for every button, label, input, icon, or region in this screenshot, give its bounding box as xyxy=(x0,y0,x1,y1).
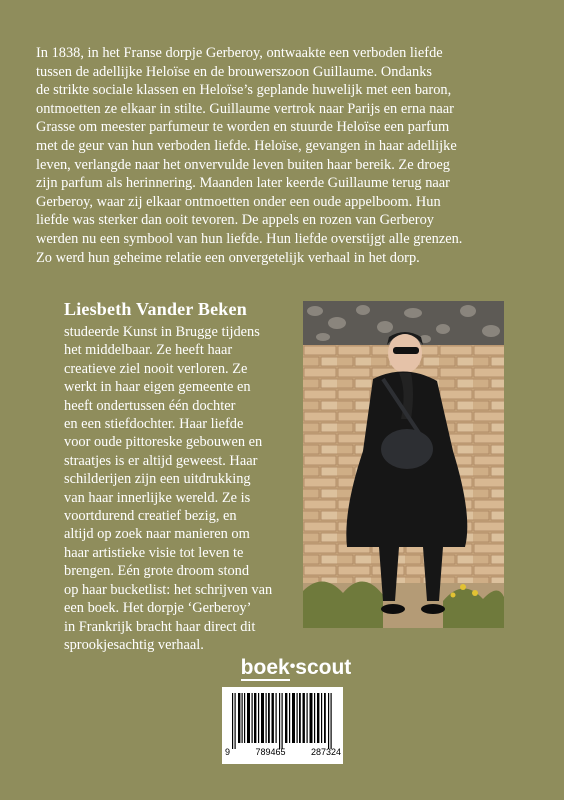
bio-line: werkt in haar eigen gemeente en xyxy=(64,379,251,396)
bio-line: schilderijen zijn een uitdrukking xyxy=(64,471,251,488)
bio-line: van haar innerlijke wereld. Ze is xyxy=(64,489,251,506)
barcode-digits-left: 789465 xyxy=(255,747,286,757)
bio-line: op haar bucketlist: het schrijven van xyxy=(64,581,273,598)
blurb-line: Zo werd hun geheime relatie een onvergetelijk verhaal in het dorp. xyxy=(36,249,420,266)
barcode-digits-right: 287324 xyxy=(310,747,341,757)
publisher-logo-part2: scout xyxy=(295,656,352,679)
author-photo-illustration xyxy=(303,301,504,628)
blurb-line: leven, verlangde naar het onvervulde leven buiten haar bereik. Ze droeg xyxy=(36,156,450,173)
publisher-logo-part1: boek xyxy=(240,656,290,679)
barcode-digit-prefix: 9 xyxy=(225,747,231,757)
bio-line: brengen. Eén grote droom stond xyxy=(64,563,250,580)
publisher-logo xyxy=(226,656,366,680)
back-cover-blurb xyxy=(36,44,540,267)
blurb-line: liefde was sterker dan ooit tevoren. De appels en rozen van Gerberoy xyxy=(36,212,434,229)
blurb-line: zijn parfum als herinnering. Maanden later keerde Guillaume terug naar xyxy=(36,175,450,192)
barcode-number xyxy=(225,747,341,757)
author-name: Liesbeth Vander Beken xyxy=(64,299,247,319)
bio-line: en een stiefdochter. Haar liefde xyxy=(64,416,244,433)
publisher-logo-dot: • xyxy=(289,658,296,675)
bio-line: heeft ondertussen één dochter xyxy=(64,397,236,414)
bio-line: creatieve ziel nooit verloren. Ze xyxy=(64,360,248,377)
bio-line: sprookjesachtig verhaal. xyxy=(64,636,204,653)
bio-line: een boek. Het dorpje ‘Gerberoy’ xyxy=(64,600,252,617)
blurb-line: Gerberoy, waar zij elkaar ontmoetten onder een oude appelboom. Hun xyxy=(36,193,441,210)
blurb-line: werden nu een symbool van hun liefde. Hun liefde overstijgt alle grenzen. xyxy=(36,230,463,247)
author-photo xyxy=(303,301,504,628)
blurb-line: ontmoetten ze elkaar in stilte. Guillaume vertrok naar Parijs en erna naar xyxy=(36,100,454,117)
blurb-line: met de geur van hun verboden liefde. Heloïse, gevangen in haar adellijke xyxy=(36,137,457,154)
bio-line: voor oude pittoreske gebouwen en xyxy=(64,434,263,451)
blurb-line: tussen de adellijke Heloïse en de brouwerszoon Guillaume. Ondanks xyxy=(36,63,433,80)
bio-line: haar artistieke visie tot leven te xyxy=(64,544,244,561)
barcode-bars xyxy=(230,693,335,749)
bio-line: altijd op zoek naar manieren om xyxy=(64,526,250,543)
author-bio xyxy=(64,323,292,654)
bio-line: studeerde Kunst in Brugge tijdens xyxy=(64,324,260,340)
blurb-line: de strikte sociale klassen en Heloïse’s geplande huwelijk met een baron, xyxy=(36,82,452,99)
isbn-barcode xyxy=(222,687,343,764)
bio-line: het middelbaar. Ze heeft haar xyxy=(64,342,233,359)
bio-line: voortdurend creatief bezig, en xyxy=(64,508,237,525)
blurb-line: Grasse om meester parfumeur te worden en stuurde Heloïse een parfum xyxy=(36,119,450,136)
blurb-line: In 1838, in het Franse dorpje Gerberoy, ontwaakte een verboden liefde xyxy=(36,45,443,61)
bio-line: in Frankrijk bracht haar direct dit xyxy=(64,618,256,635)
bio-line: straatjes is er altijd geweest. Haar xyxy=(64,452,258,469)
